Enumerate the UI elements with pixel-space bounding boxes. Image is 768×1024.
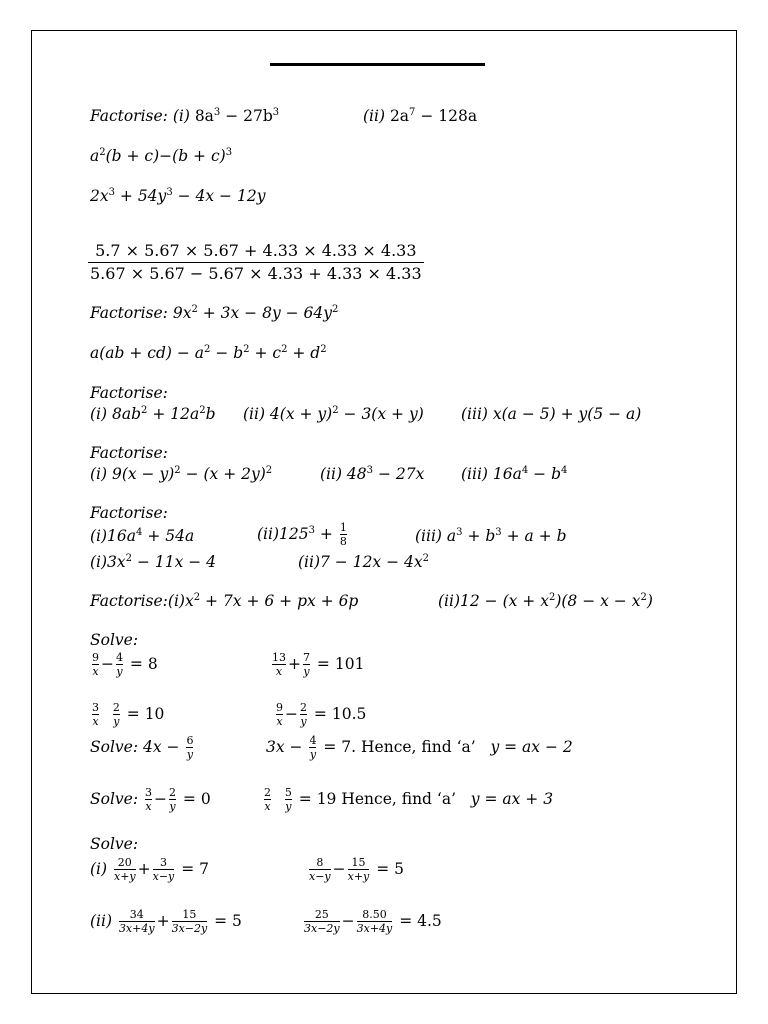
question-9-line-1: $(i)16a^4 + 54a$ $(ii)125^3$ + $\frac{1}{8}$ (iii) $a^3 + b^3 + a + b$	[90, 521, 567, 548]
title-rule	[270, 63, 485, 66]
fraction: $\frac{3}{x-y}$	[152, 856, 175, 883]
question-13: Solve: 4x − $\frac{6}{y}$ 3x − $\frac{4}{y}$ = 7. Hence, find ‘a’ y = ax − 2	[90, 734, 573, 761]
question-14: Solve: $\frac{3}{x}$ − $\frac{2}{y}$ = 0 $\frac{2}{x}$ $\frac{5}{y}$ = 19 Hence, find ‘a’ y = ax + 3	[90, 786, 554, 813]
fraction: $\frac{8}{x-y}$	[309, 856, 331, 883]
fraction: $\frac{2}{y}$	[300, 701, 307, 728]
fraction: $\frac{3}{x}$	[92, 701, 99, 728]
question-9-line-2: $(i)3x^2 - 11x - 4$ $(ii)7 - 12x - 4x^2$	[90, 553, 429, 571]
question-1: Factorise: (i) $8a^3 - 27b^3$ (ii) $2a^7 - 128a$	[90, 107, 478, 125]
question-8: (i) $9(x - y)^2 - (x + 2y)^2$ (ii) $48^3 - 27x$ (iii) $16a^4 - b^4$	[90, 465, 568, 483]
fraction: $\frac{8.50}{3x+4y}$	[356, 908, 393, 935]
question-4	[88, 240, 424, 285]
fraction: $\frac{1}{8}$	[339, 521, 347, 548]
question-8-label: Factorise:	[90, 444, 168, 462]
question-7-label: Factorise:	[90, 384, 168, 402]
fraction: $\frac{25}{3x-2y}$	[304, 908, 340, 935]
question-10: $Factorise:(i)x^2 + 7x + 6$ + px + 6p $(ii)12 - (x + x^2)(8 - x - x^2)$	[90, 592, 653, 610]
fraction: $\frac{15}{x+y}$	[347, 856, 370, 883]
fraction: $\frac{2}{x}$	[264, 786, 271, 813]
fraction: $\frac{7}{y}$	[303, 651, 310, 678]
fraction: $\frac{9}{x}$	[92, 651, 99, 678]
question-12: $\frac{3}{x}$ $\frac{2}{y}$ = 10 $\frac{9}{x}$ − $\frac{2}{y}$ = 10.5	[92, 701, 367, 728]
question-2: $a^2(b + c)-(b + c)^3$	[90, 147, 233, 165]
fraction: $\frac{13}{x}$	[272, 651, 286, 678]
fraction: $\frac{2}{y}$	[169, 786, 176, 813]
fraction: $\frac{20}{x+y}$	[113, 856, 136, 883]
question-9-label: Factorise:	[90, 504, 168, 522]
fraction: $\frac{34}{3x+4y}$	[118, 908, 155, 935]
question-15-part-ii: (ii) $\frac{34}{3x+4y}$ + $\frac{15}{3x-2y}$ = 5 $\frac{25}{3x-2y}$ − $\frac{8.50}{3x+4y}$ = 4.5	[90, 908, 442, 935]
question-5: Factorise: $9x^2 + 3x - 8y - 64y^2$	[90, 304, 339, 322]
question-7: (i) $8ab^2 + 12a^2b$ (ii) $4(x + y)^2 - 3(x + y)$ (iii) x(a − 5) + y(5 − a)	[90, 405, 642, 423]
fraction: $\frac{3}{x}$	[145, 786, 152, 813]
fraction: $\frac{4}{y}$	[309, 734, 317, 761]
question-6: $a(ab + cd) - a^2 - b^2 + c^2 + d^2$	[90, 344, 327, 362]
fraction: $\frac{9}{x}$	[276, 701, 283, 728]
fraction: $\frac{6}{y}$	[186, 734, 194, 761]
question-15-part-i: (i) $\frac{20}{x+y}$ + $\frac{3}{x-y}$ = 7 $\frac{8}{x-y}$ − $\frac{15}{x+y}$ = 5	[90, 856, 404, 883]
question-15-label: Solve:	[90, 835, 139, 853]
fraction-expression: $\frac{5.7 \times 5.67 \times 5.67 + 4.33 \times 4.33 \times 4.33}{5.67 \times 5.67 - 5.67 \times 4.33 + 4.33 \times 4.33}$	[90, 241, 422, 283]
question-11: $\frac{9}{x}$ − $\frac{4}{y}$ = 8 $\frac{13}{x}$ + $\frac{7}{y}$ = 101	[92, 651, 365, 678]
fraction: $\frac{2}{y}$	[112, 701, 120, 728]
fraction: $\frac{4}{y}$	[116, 651, 123, 678]
fraction: $\frac{15}{3x-2y}$	[171, 908, 208, 935]
question-11-label: Solve:	[90, 631, 139, 649]
question-3: $2x^3 + 54y^3 - 4x - 12y$	[90, 187, 266, 205]
fraction: $\frac{5}{y}$	[284, 786, 292, 813]
